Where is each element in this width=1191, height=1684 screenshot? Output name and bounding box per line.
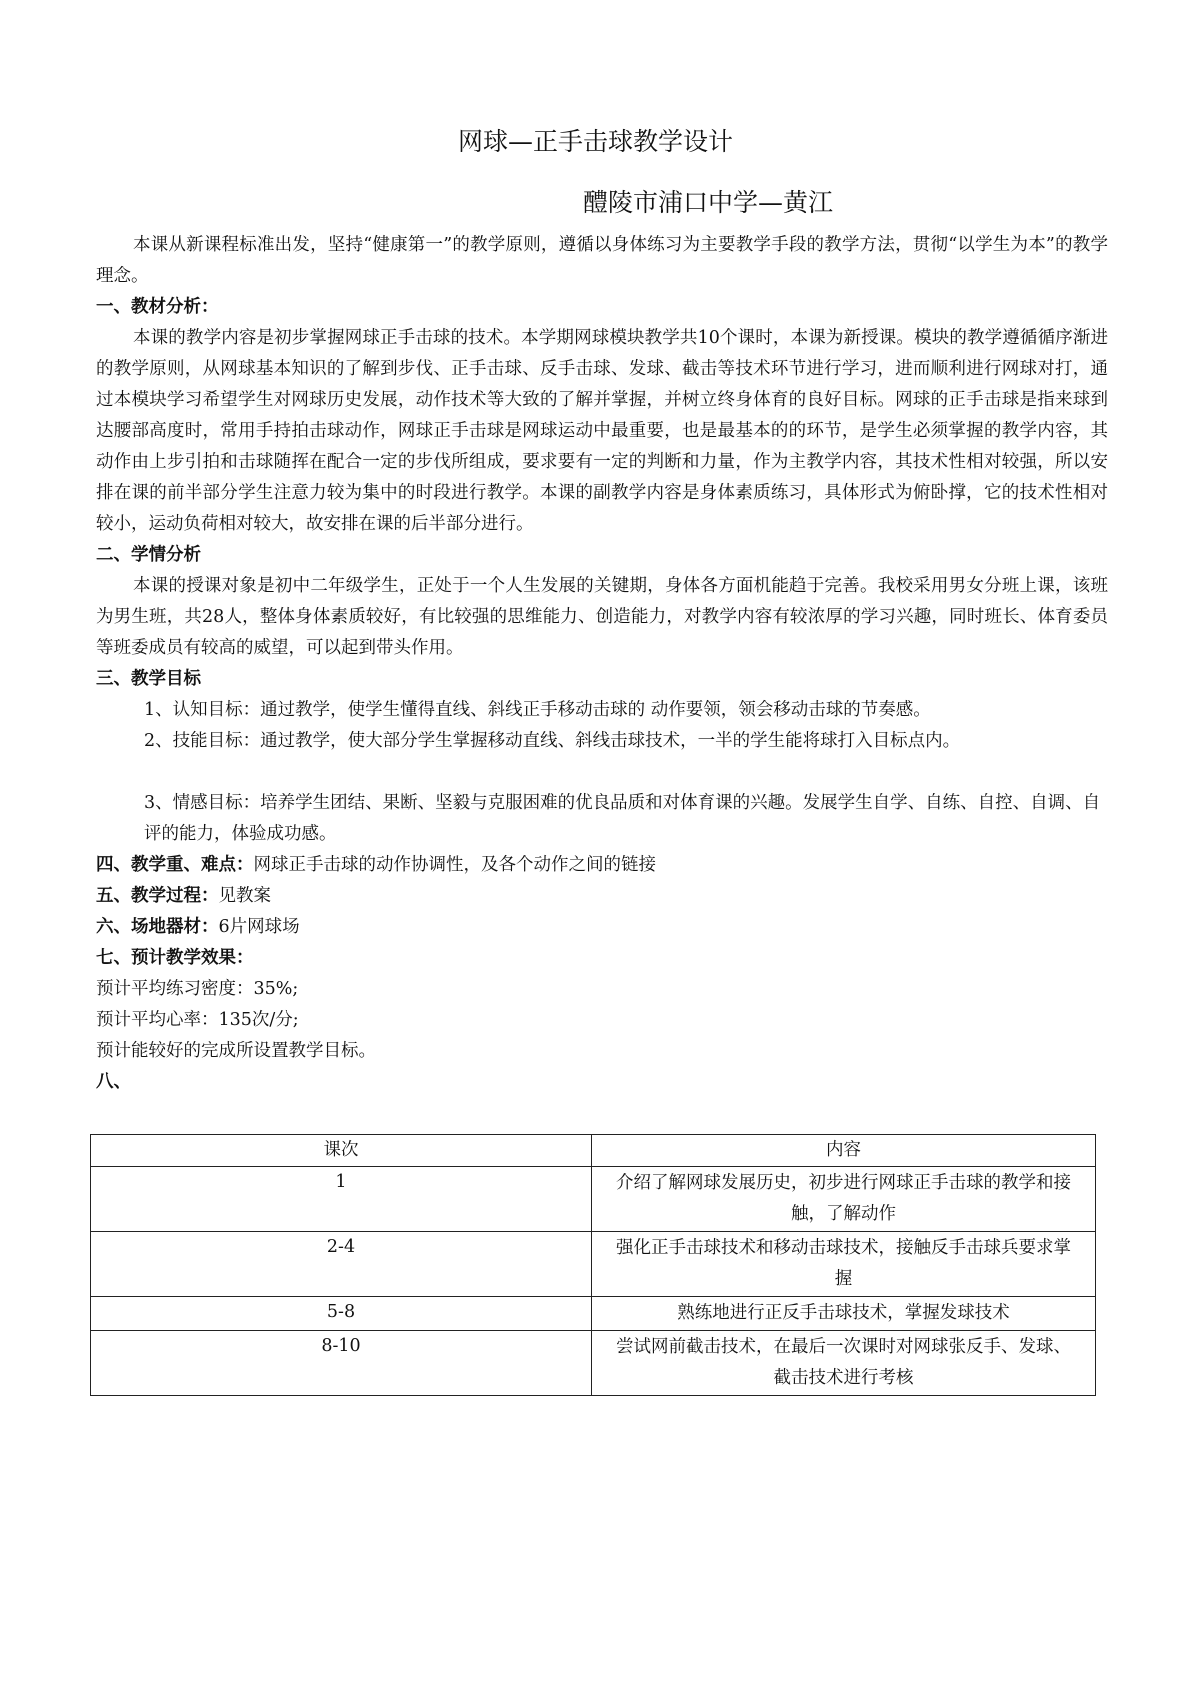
lesson-content-cell: 强化正手击球技术和移动击球技术，接触反手击球兵要求掌握: [592, 1232, 1096, 1297]
section-5-text: 见教案: [218, 886, 271, 906]
lesson-number-cell: 1: [91, 1167, 592, 1232]
section-2-text: 本课的授课对象是初中二年级学生，正处于一个人生发展的关键期，身体各方面机能趋于完善。我校采用男女分班上课，该班为男生班，共28人，整体身体素质较好，有比较强的思维能力、创造能力，对教学内容有较浓厚的学习兴趣，同时班长、体育委员等班委成员有较高的威望，可以起到带头作用。: [96, 576, 1108, 658]
section-5-heading: 五、教学过程：: [96, 886, 219, 906]
table-row: [91, 1232, 1096, 1297]
lesson-number-cell: 8-10: [91, 1331, 592, 1396]
section-2-heading: 二、学情分析: [96, 545, 201, 565]
lesson-table: [90, 1134, 1096, 1396]
section-4: [96, 850, 1108, 881]
column-header-lesson: 课次: [91, 1135, 592, 1167]
section-5: [96, 881, 1108, 912]
section-6-text: 6片网球场: [218, 917, 300, 937]
document-body: [96, 230, 1108, 1098]
section-8-heading: 八、: [96, 1072, 131, 1092]
column-header-content: 内容: [592, 1135, 1096, 1167]
expected-goal: 预计能较好的完成所设置教学目标。: [96, 1041, 376, 1061]
section-6: [96, 912, 1108, 943]
lesson-content-cell: 尝试网前截击技术，在最后一次课时对网球张反手、发球、截击技术进行考核: [592, 1331, 1096, 1396]
lesson-content-cell: 熟练地进行正反手击球技术，掌握发球技术: [592, 1297, 1096, 1331]
expected-heart-rate: 预计平均心率：135次/分;: [96, 1010, 299, 1030]
spacer: [96, 757, 1108, 788]
section-3-heading: 三、教学目标: [96, 669, 201, 689]
lesson-number-cell: 2-4: [91, 1232, 592, 1297]
goal-affective: 3、情感目标：培养学生团结、果断、坚毅与克服困难的优良品质和对体育课的兴趣。发展学生自学、自练、自控、自调、自评的能力，体验成功感。: [144, 793, 1101, 844]
intro-paragraph: 本课从新课程标准出发，坚持“健康第一”的教学原则，遵循以身体练习为主要教学手段的教学方法，贯彻“以学生为本”的教学理念。: [96, 235, 1108, 286]
section-4-heading: 四、教学重、难点：: [96, 855, 254, 875]
section-6-heading: 六、场地器材：: [96, 917, 219, 937]
expected-density: 预计平均练习密度：35%;: [96, 979, 299, 999]
document-title: 网球—正手击球教学设计: [457, 127, 733, 156]
goal-cognitive: 1、认知目标：通过教学，使学生懂得直线、斜线正手移动击球的 动作要领，领会移动击球的节奏感。: [144, 700, 931, 720]
goal-skill: 2、技能目标：通过教学，使大部分学生掌握移动直线、斜线击球技术，一半的学生能将球打入目标点内。: [144, 731, 961, 751]
section-1-text: 本课的教学内容是初步掌握网球正手击球的技术。本学期网球模块教学共10个课时，本课为新授课。模块的教学遵循循序渐进的教学原则，从网球基本知识的了解到步伐、正手击球、反手击球、发球、截击等技术环节进行学习，进而顺利进行网球对打，通过本模块学习希望学生对网球历史发展，动作技术等大致的了解并掌握，并树立终身体育的良好目标。网球的正手击球是指来球到达腰部高度时，常用手持拍击球动作，网球正手击球是网球运动中最重要，也是最基本的的环节，是学生必须掌握的教学内容，其动作由上步引拍和击球随挥在配合一定的步伐所组成，要求要有一定的判断和力量，作为主教学内容，其技术性相对较强，所以安排在课的前半部分学生注意力较为集中的时段进行教学。本课的副教学内容是身体素质练习，具体形式为俯卧撑，它的技术性相对较小，运动负荷相对较大，故安排在课的后半部分进行。: [96, 328, 1108, 534]
document-author: 醴陵市浦口中学—黄江: [583, 188, 834, 217]
section-7-heading: 七、预计教学效果：: [96, 948, 254, 968]
section-1-heading: 一、教材分析：: [96, 297, 219, 317]
table-header-row: [91, 1135, 1096, 1167]
lesson-number-cell: 5-8: [91, 1297, 592, 1331]
table-row: [91, 1331, 1096, 1396]
section-4-text: 网球正手击球的动作协调性，及各个动作之间的链接: [253, 855, 656, 875]
table-row: [91, 1297, 1096, 1331]
lesson-content-cell: 介绍了解网球发展历史，初步进行网球正手击球的教学和接触，了解动作: [592, 1167, 1096, 1232]
table-row: [91, 1167, 1096, 1232]
